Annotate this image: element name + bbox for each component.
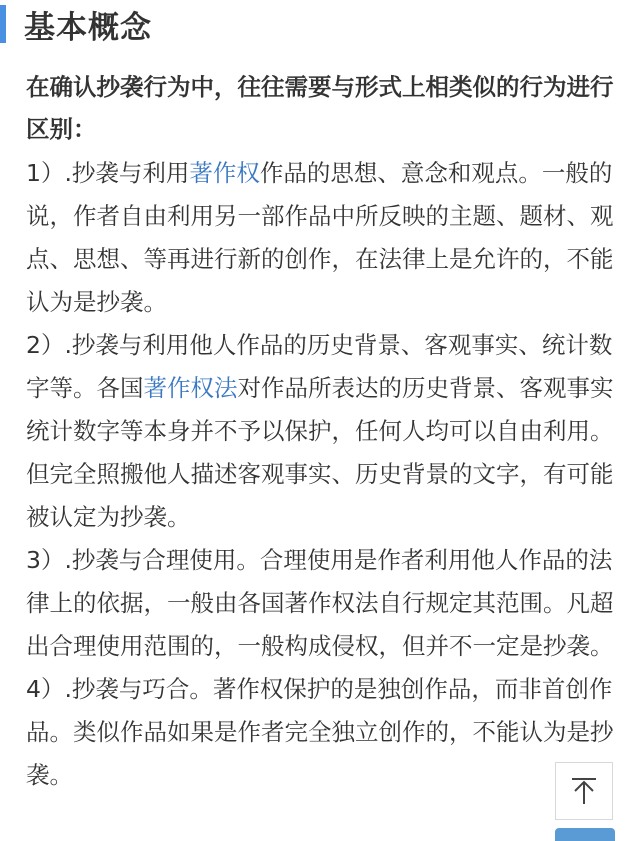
item-text: 3）.抄袭与合理使用。合理使用是作者利用他人作品的法律上的依据，一般由各国著作权法自行规定其范围。凡超出合理使用范围的，一般构成侵权，但并不一定是抄袭。: [26, 546, 614, 660]
item-text: 1）.抄袭与利用: [26, 159, 190, 187]
article-body: [26, 66, 622, 797]
copyright-link[interactable]: 著作权: [189, 159, 260, 187]
section-title: 基本概念: [24, 9, 152, 46]
item-text: 2）.抄袭与利用他人作品的历史背景、客观事实、统计数字等。各国: [26, 331, 613, 402]
arrow-up-icon: [569, 776, 599, 806]
bottom-floating-tab[interactable]: [555, 828, 615, 841]
copyright-law-link[interactable]: 著作权法: [143, 374, 238, 402]
list-item-2: [26, 324, 622, 539]
item-text: 4）.抄袭与巧合。著作权保护的是独创作品，而非首创作品。类似作品如果是作者完全独立创作的，不能认为是抄袭。: [26, 675, 614, 789]
section-heading: [0, 2, 152, 46]
intro-paragraph: 在确认抄袭行为中，往往需要与形式上相类似的行为进行区别：: [26, 73, 614, 143]
item-text: 作品的思想、意念和观点。一般的说，作者自由利用另一部作品中所反映的主题、题材、观点、思想、等再进行新的创作，在法律上是允许的，不能认为是抄袭。: [26, 159, 614, 316]
scroll-to-top-button[interactable]: [555, 762, 613, 820]
item-text: 对作品所表达的历史背景、客观事实统计数字等本身并不予以保护，任何人均可以自由利用。但完全照搬他人描述客观事实、历史背景的文字，有可能被认定为抄袭。: [26, 374, 614, 531]
list-item-1: [26, 152, 622, 324]
heading-accent-bar: [0, 5, 6, 43]
list-item-4: [26, 668, 622, 797]
list-item-3: [26, 539, 622, 668]
